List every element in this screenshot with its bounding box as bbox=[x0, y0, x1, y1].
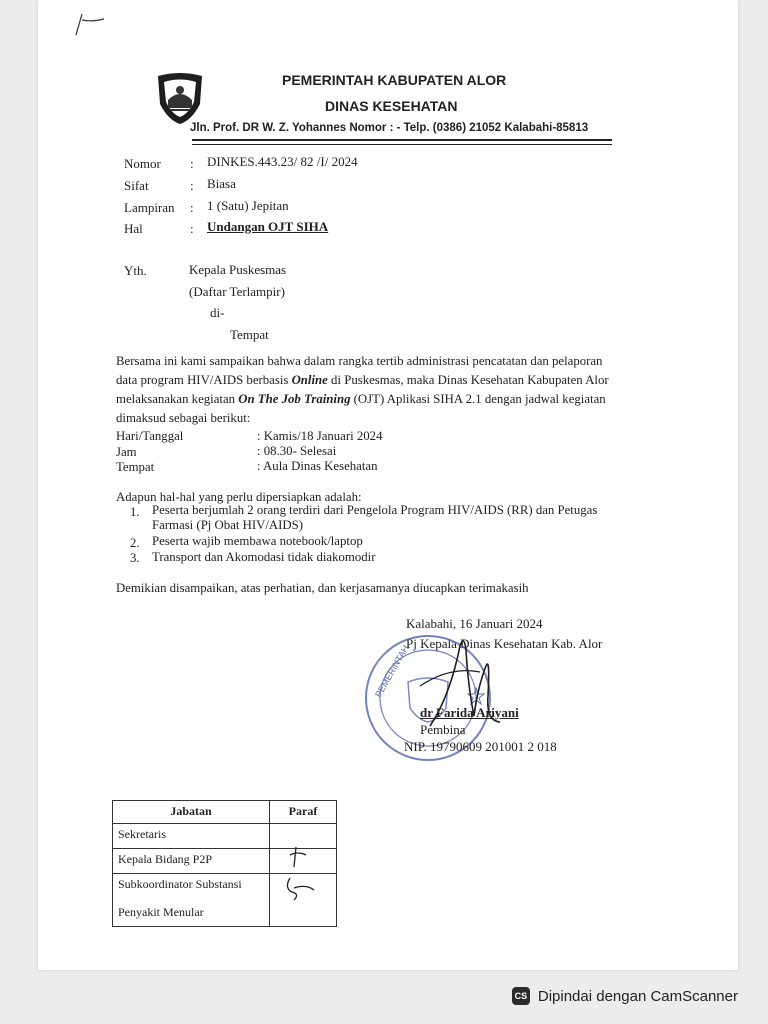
letterhead-government: PEMERINTAH KABUPATEN ALOR bbox=[282, 72, 507, 88]
header-rule-thick bbox=[192, 139, 612, 141]
prep-intro: Adapun hal-hal yang perlu dipersiapkan adalah: bbox=[116, 490, 362, 504]
camscanner-icon: CS bbox=[512, 987, 530, 1005]
paragraph-line4: dimaksud sebagai berikut: bbox=[116, 411, 251, 425]
scanner-watermark bbox=[512, 987, 738, 1005]
meta-value-sifat: Biasa bbox=[207, 176, 236, 191]
signature-rank: Pembina bbox=[420, 722, 466, 737]
paraf-mark bbox=[280, 874, 320, 904]
meta-label-hal: Hal bbox=[124, 221, 143, 236]
paragraph-italic: Online bbox=[291, 373, 328, 387]
meta-value-lampiran: 1 (Satu) Jepitan bbox=[207, 198, 289, 213]
table-cell-paraf bbox=[270, 849, 337, 874]
meta-label-sifat: Sifat bbox=[124, 178, 149, 193]
table-cell-paraf bbox=[270, 874, 337, 927]
prep-number-2: 2. bbox=[130, 536, 140, 550]
schedule-value-place: : Aula Dinas Kesehatan bbox=[257, 459, 378, 473]
schedule-value-day: : Kamis/18 Januari 2024 bbox=[257, 429, 383, 443]
meta-colon: : bbox=[190, 221, 194, 236]
pen-mark bbox=[68, 10, 108, 40]
paraf-mark bbox=[284, 845, 314, 869]
meta-label-lampiran: Lampiran bbox=[124, 200, 175, 215]
table-row bbox=[113, 849, 337, 874]
coat-of-arms-logo bbox=[152, 70, 208, 126]
table-cell-jabatan: Kepala Bidang P2P bbox=[113, 849, 270, 874]
prep-item-3: Transport dan Akomodasi tidak diakomodir bbox=[152, 550, 376, 564]
signature-name: dr Farida Ariyani bbox=[420, 705, 519, 720]
paraf-table bbox=[112, 800, 337, 927]
meta-colon: : bbox=[190, 178, 194, 193]
paragraph-text: data program HIV/AIDS berbasis bbox=[116, 373, 292, 387]
recipient-line3: di- bbox=[210, 305, 225, 320]
prep-number-1: 1. bbox=[130, 505, 140, 519]
meta-colon: : bbox=[190, 156, 194, 171]
prep-number-3: 3. bbox=[130, 551, 140, 565]
prep-item-2: Peserta wajib membawa notebook/laptop bbox=[152, 534, 363, 548]
closing-sentence: Demikian disampaikan, atas perhatian, dan kerjasamanya diucapkan terimakasih bbox=[116, 581, 529, 595]
signature-place-date: Kalabahi, 16 Januari 2024 bbox=[406, 616, 543, 631]
table-cell-jabatan: Penyakit Menular bbox=[113, 898, 270, 927]
paragraph-text: (OJT) Aplikasi SIHA 2.1 dengan jadwal kegiatan bbox=[350, 392, 606, 406]
signature-nip: NIP. 19790609 201001 2 018 bbox=[404, 739, 557, 754]
header-rule-thin bbox=[192, 144, 612, 145]
table-cell-jabatan: Sekretaris bbox=[113, 824, 270, 849]
schedule-label-place: Tempat bbox=[116, 460, 155, 474]
meta-colon: : bbox=[190, 200, 194, 215]
scanner-watermark-text: Dipindai dengan CamScanner bbox=[537, 987, 738, 1005]
letterhead-department: DINAS KESEHATAN bbox=[325, 98, 458, 114]
schedule-label-time: Jam bbox=[116, 445, 137, 459]
paragraph-italic: On The Job Training bbox=[238, 392, 351, 406]
recipient-line1: Kepala Puskesmas bbox=[189, 262, 287, 277]
signature-position: Pj Kepala Dinas Kesehatan Kab. Alor bbox=[406, 636, 603, 651]
meta-label-nomor: Nomor bbox=[124, 156, 161, 171]
table-header-row bbox=[113, 801, 337, 824]
prep-item-1-cont: Farmasi (Pj Obat HIV/AIDS) bbox=[152, 518, 304, 532]
body-paragraph bbox=[116, 352, 696, 428]
recipient-yth: Yth. bbox=[124, 263, 147, 278]
svg-text:PEMERINTAH: PEMERINTAH bbox=[373, 643, 411, 699]
letterhead-address: Jln. Prof. DR W. Z. Yohannes Nomor : - Telp. (0386) 21052 Kalabahi-85813 bbox=[190, 122, 589, 134]
paragraph-line2 bbox=[116, 371, 696, 390]
meta-value-hal: Undangan OJT SIHA bbox=[207, 219, 329, 234]
table-header-jabatan: Jabatan bbox=[113, 801, 270, 824]
table-header-paraf: Paraf bbox=[270, 801, 337, 824]
recipient-line2: (Daftar Terlampir) bbox=[189, 284, 285, 299]
table-cell-jabatan: Subkoordinator Substansi bbox=[113, 874, 270, 899]
paragraph-line1: Bersama ini kami sampaikan bahwa dalam rangka tertib administrasi pencatatan dan pelaporan bbox=[116, 354, 603, 368]
schedule-label-day: Hari/Tanggal bbox=[116, 429, 184, 443]
schedule-value-time: : 08.30- Selesai bbox=[257, 444, 337, 458]
paragraph-text: melaksanakan kegiatan bbox=[116, 392, 239, 406]
meta-value-nomor: DINKES.443.23/ 82 /I/ 2024 bbox=[207, 154, 358, 169]
recipient-line4: Tempat bbox=[230, 327, 269, 342]
paragraph-line3 bbox=[116, 390, 696, 409]
prep-item-1: Peserta berjumlah 2 orang terdiri dari Pengelola Program HIV/AIDS (RR) dan Petugas bbox=[152, 503, 598, 517]
table-row bbox=[113, 874, 337, 899]
paragraph-text: di Puskesmas, maka Dinas Kesehatan Kabupaten Alor bbox=[327, 373, 609, 387]
